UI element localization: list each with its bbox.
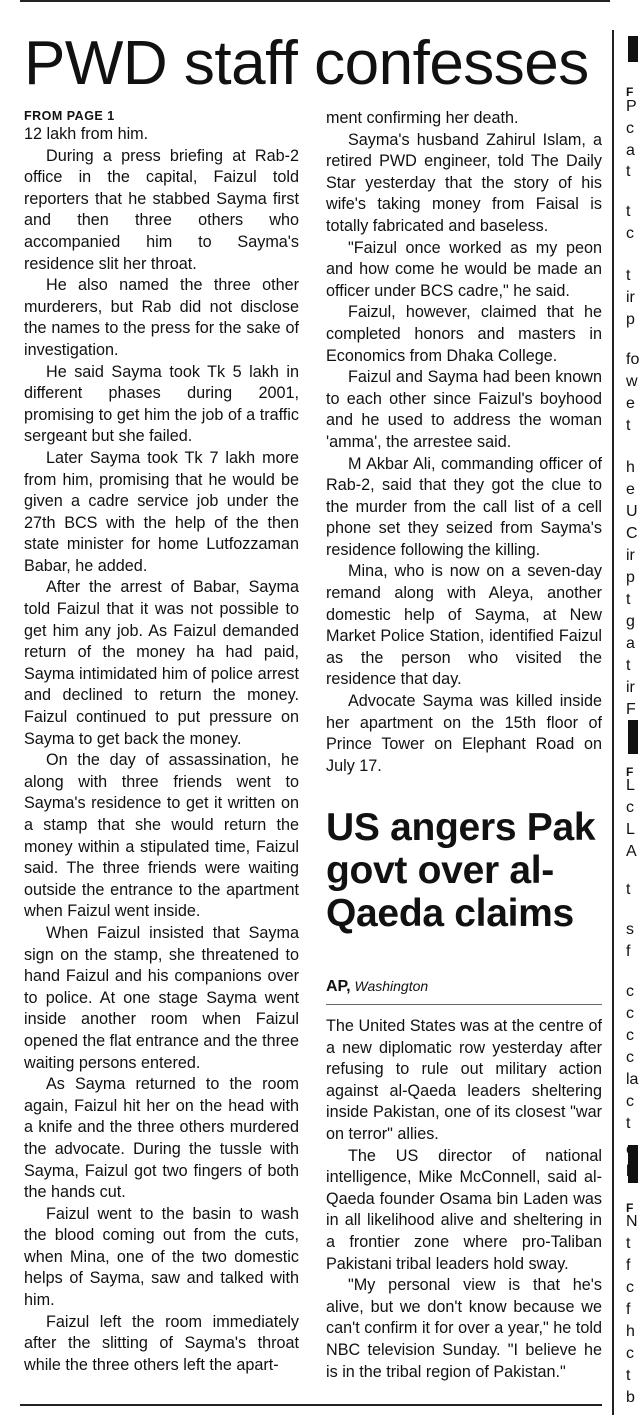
fragment: F (626, 701, 636, 718)
fragment: p (626, 569, 635, 586)
fragment: F (626, 1201, 634, 1215)
fragment: t (626, 163, 631, 180)
fragment: L (626, 821, 635, 838)
paragraph: 12 lakh from him. (24, 125, 149, 143)
paragraph: Faizul went to the basin to wash the blood coming out from the cuts, when Mina, one of the two domestic helps of Sayma, saw and talked with him. (24, 1204, 299, 1310)
fragment: f (626, 1301, 631, 1318)
fragment: c (626, 1027, 634, 1044)
paragraph: M Akbar Ali, commanding officer of Rab-2, said that they got the clue to the murder from the call list of a cell phone set they seized from Sayma's residence following the killing. (326, 454, 602, 559)
fragment: F (626, 85, 634, 99)
fragment: ir (626, 289, 635, 306)
fragment: e (626, 395, 635, 412)
fragment: la (626, 1071, 639, 1088)
fragment: c (626, 799, 634, 816)
headline-fragment-bar (628, 36, 638, 62)
paragraph: "Faizul once worked as my peon and how come he would be made an officer under BCS cadre," he said. (326, 238, 602, 300)
bottom-rule (20, 1404, 602, 1406)
fragment: C (626, 525, 638, 542)
paragraph: On the day of assassination, he along with three friends went to Sayma's residence to get it written on a stamp that she would return the money within a stipulated time, Faizul said. The three friends were waiting outside the entrance to the apartment when Faizul went inside. (24, 751, 299, 921)
paragraph: After the arrest of Babar, Sayma told Faizul that it was not possible to get him any job. As Faizul demanded return of the money ha had paid, Sayma intimidated him of police arrest and declined to return the money. Faizul continued to put pressure on Sayma to get back the money. (24, 578, 299, 748)
fragment: c (626, 1005, 634, 1022)
fragment: t (626, 203, 631, 220)
adjacent-column-clipped (620, 0, 639, 1415)
fragment: t (626, 591, 631, 608)
paragraph: During a press briefing at Rab-2 office in the capital, Faizul told reporters that he stabbed Sayma first and then three others who accompanied him to Sayma's residence slit her throat. (24, 146, 299, 273)
fragment: c (626, 983, 634, 1000)
fragment: c (626, 120, 634, 137)
fragment: ir (626, 679, 635, 696)
fragment: F (626, 765, 634, 779)
fragment: g (626, 613, 635, 630)
paragraph: Faizul left the room immediately after the slitting of Sayma's throat while the three others left the apart- (24, 1312, 299, 1374)
fragment: A (626, 843, 637, 860)
paragraph: The US director of national intelligence, Mike McConnell, said al-Qaeda founder Osama bin Laden was in all likelihood alive and sheltering in a frontier zone where pro-Taliban Pakistani tribal leaders hold sway. (326, 1146, 602, 1273)
byline-rule (326, 1004, 602, 1005)
byline-agency: AP, (326, 978, 351, 995)
fragment: U (626, 503, 638, 520)
fragment: h (626, 459, 635, 476)
fragment: b (626, 1389, 635, 1406)
paragraph: He said Sayma took Tk 5 lakh in different phases during 2001, promising to get him the job of a traffic sergeant but she failed. (24, 362, 299, 446)
fragment: P (626, 98, 637, 115)
fragment: N (626, 1213, 638, 1230)
fragment: c (626, 1279, 634, 1296)
paragraph: Mina, who is now on a seven-day remand along with Aleya, another domestic help of Sayma, at New Market Police Station, identified Faizul as the person who visited the residence that day. (326, 562, 602, 689)
fragment: p (626, 311, 635, 328)
fragment: L (626, 777, 635, 794)
headline-us-angers-pak: US angers Pak govt over al-Qaeda claims (326, 806, 596, 935)
fragment: li (626, 1163, 634, 1180)
fragment: h (626, 1323, 635, 1340)
paragraph: Faizul and Sayma had been known to each other since Faizul's boyhood and he used to address the woman 'amma', the arrestee said. (326, 368, 602, 451)
column-divider (612, 30, 614, 1415)
paragraph: As Sayma returned to the room again, Faizul hit her on the head with a knife and the three others murdered the advocate. During the tussle with Sayma, Faizul got two fingers of both the hands cut. (24, 1075, 299, 1202)
paragraph: Advocate Sayma was killed inside her apartment on the 15th floor of Prince Tower on Elephant Road on July 17. (326, 692, 602, 775)
paragraph: ment confirming her death. (326, 109, 519, 127)
paragraph: He also named the three other murderers, but Rab did not disclose the names to the press for the sake of investigation. (24, 276, 299, 359)
from-page-label: FROM PAGE 1 (24, 109, 115, 123)
paragraph: The United States was at the centre of a new diplomatic row yesterday after refusing to rule out military action against al-Qaeda leaders sheltering inside Pakistan, one of its closest "war on terror" allies. (326, 1017, 602, 1143)
headline-fragment-bar (628, 720, 638, 754)
article1-column-2 (326, 108, 602, 777)
article1-column-1 (24, 108, 299, 1376)
fragment: f (626, 1257, 631, 1274)
fragment: f (626, 943, 631, 960)
fragment: a (626, 142, 635, 159)
paragraph: Later Sayma took Tk 7 lakh more from him, promising that he would be given a cadre service job under the 27th BCS with the help of the then state minister for home Lutfozzaman Babar, he added. (24, 448, 299, 575)
fragment: c (626, 225, 634, 242)
fragment: fo (626, 351, 639, 368)
fragment: t (626, 1115, 631, 1132)
fragment: c (626, 1093, 634, 1110)
paragraph: Sayma's husband Zahirul Islam, a retired PWD engineer, told The Daily Star yesterday that the story of his wife's taking money from Faisal is totally fabricated and baseless. (326, 130, 602, 235)
paragraph: "My personal view is that he's alive, but we don't know because we can't confirm it for over a year," he told NBC television Sunday. "I believe he is in the tribal region of Pakistan." (326, 1276, 602, 1381)
fragment: s (626, 921, 634, 938)
headline-pwd-staff: PWD staff confesses (24, 29, 589, 98)
byline-dateline: Washington (354, 978, 429, 994)
byline (326, 976, 428, 997)
fragment: c (626, 1141, 634, 1158)
fragment: t (626, 1235, 631, 1252)
fragment: e (626, 481, 635, 498)
fragment: t (626, 417, 631, 434)
paragraph: When Faizul insisted that Sayma sign on the stamp, she threatened to hand Faizul and his companions over to police. At one stage Sayma went inside another room when Faizul opened the flat entrance and the three waiting persons entered. (24, 923, 299, 1072)
paragraph: Faizul, however, claimed that he completed honors and masters in Economics from Dhaka College. (326, 303, 602, 365)
fragment: c (626, 1049, 634, 1066)
top-rule (20, 0, 610, 2)
fragment: t (626, 657, 631, 674)
fragment: ir (626, 547, 635, 564)
fragment: a (626, 635, 635, 652)
fragment: c (626, 1345, 634, 1362)
fragment: t (626, 1367, 631, 1384)
fragment: t (626, 881, 631, 898)
fragment: w (626, 373, 638, 390)
article2-body (326, 1016, 602, 1383)
fragment: t (626, 267, 631, 284)
